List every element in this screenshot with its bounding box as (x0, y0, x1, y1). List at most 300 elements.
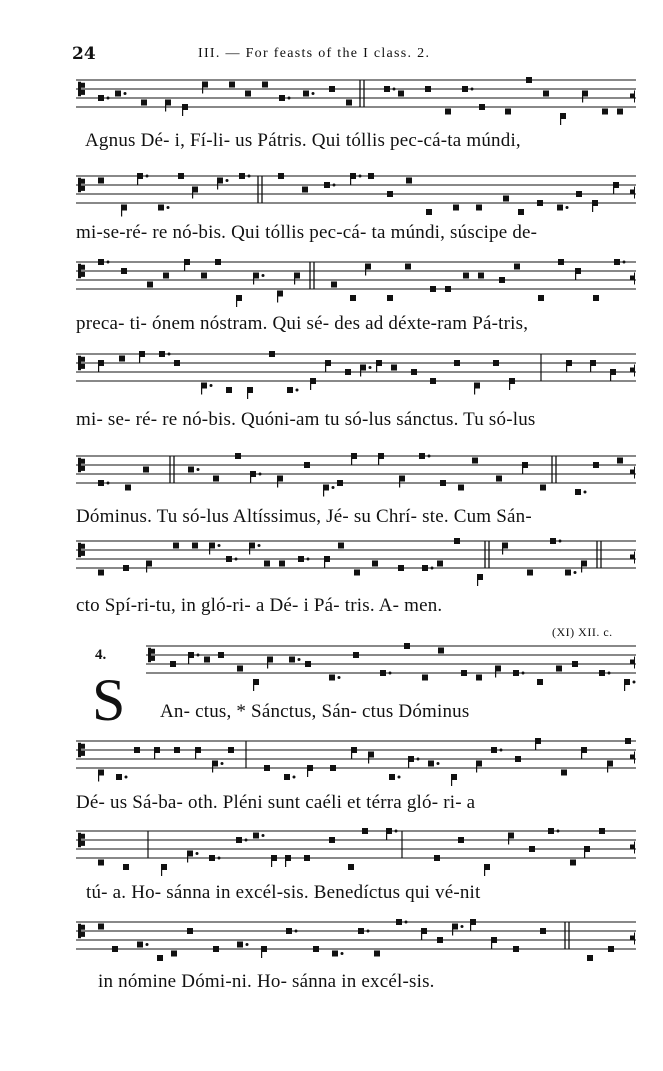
staff-3 (0, 256, 663, 306)
neume-note (141, 100, 147, 106)
neume-note (462, 86, 468, 92)
neume-stem (474, 386, 475, 395)
neume-note (147, 282, 153, 288)
neume-stem (307, 768, 308, 777)
custos-icon (630, 657, 635, 669)
neume-note (419, 453, 425, 459)
staff-2 (0, 170, 663, 220)
neume-note (348, 864, 354, 870)
neume-note (434, 855, 440, 861)
neume-stem (285, 858, 286, 867)
neume-note (518, 209, 524, 215)
neume-note (236, 837, 242, 843)
neume-note (472, 458, 478, 464)
neume-stem (607, 764, 608, 773)
lyric-line-2: mi-se-ré- re nó-bis. Qui tóllis pec-cá- ta múndi, súscipe de- (76, 222, 538, 243)
neume-note (304, 855, 310, 861)
neume-note (548, 828, 554, 834)
neume-note (358, 928, 364, 934)
neume-stem (386, 831, 387, 840)
neume-note (406, 178, 412, 184)
neume-note (115, 91, 121, 97)
neume-note (346, 100, 352, 106)
neume-note (398, 91, 404, 97)
punctum-dot (262, 274, 265, 277)
neume-note (188, 467, 194, 473)
punctum-dot (218, 857, 221, 860)
neume-note (461, 670, 467, 676)
neume-note (454, 538, 460, 544)
neume-note (557, 205, 563, 211)
neume-note (389, 774, 395, 780)
punctum-dot (218, 544, 221, 547)
neume-stem (154, 750, 155, 759)
neume-note (438, 648, 444, 654)
custos-icon (630, 933, 635, 945)
neume-note (298, 556, 304, 562)
staff-5 (0, 450, 663, 500)
neume-note (422, 565, 428, 571)
neume-note (345, 369, 351, 375)
neume-note (304, 462, 310, 468)
neume-stem (139, 354, 140, 363)
neume-note (411, 369, 417, 375)
neume-note (284, 774, 290, 780)
neume-note (302, 187, 308, 193)
neume-note (98, 259, 104, 265)
punctum-dot (522, 672, 525, 675)
neume-stem (610, 372, 611, 381)
staff-4 (0, 348, 663, 398)
neume-note (269, 351, 275, 357)
neume-note (245, 91, 251, 97)
neume-stem (250, 474, 251, 483)
neume-note (404, 643, 410, 649)
custos-icon (630, 365, 635, 377)
neume-note (226, 556, 232, 562)
punctum-dot (307, 558, 310, 561)
neume-stem (560, 116, 561, 125)
neume-stem (399, 479, 400, 488)
neume-note (425, 86, 431, 92)
neume-note (112, 946, 118, 952)
staff-1 (0, 74, 663, 124)
lyric-line-8: Dé- us Sá-ba- oth. Pléni sunt caéli et térra gló- ri- a (76, 792, 476, 813)
neume-note (561, 770, 567, 776)
punctum-dot (437, 762, 440, 765)
neume-note (353, 652, 359, 658)
neume-note (374, 951, 380, 957)
neume-stem (247, 390, 248, 399)
neume-note (332, 951, 338, 957)
running-header (72, 44, 632, 66)
neume-note (491, 747, 497, 753)
neume-stem (146, 564, 147, 573)
lyric-line-6: cto Spí-ri-tu, in gló-ri- a Dé- i Pá- tris. A- men. (76, 595, 443, 616)
neume-note (587, 955, 593, 961)
neume-note (235, 453, 241, 459)
punctum-dot (258, 544, 261, 547)
neume-note (98, 860, 104, 866)
punctum-dot (584, 491, 587, 494)
neume-note (529, 846, 535, 852)
neume-stem (351, 750, 352, 759)
punctum-dot (262, 834, 265, 837)
punctum-dot (500, 749, 503, 752)
neume-stem (581, 564, 582, 573)
neume-stem (451, 777, 452, 786)
neume-note (287, 387, 293, 393)
neume-note (570, 860, 576, 866)
punctum-dot (248, 175, 251, 178)
neume-note (237, 942, 243, 948)
neume-stem (581, 750, 582, 759)
neume-note (170, 661, 176, 667)
neume-note (527, 570, 533, 576)
punctum-dot (398, 776, 401, 779)
piece-number: 4. (95, 647, 107, 663)
neume-stem (277, 479, 278, 488)
punctum-dot (226, 179, 229, 182)
punctum-dot (395, 830, 398, 833)
neume-note (264, 765, 270, 771)
neume-note (572, 661, 578, 667)
punctum-dot (259, 473, 262, 476)
neume-note (437, 937, 443, 943)
neume-stem (209, 546, 210, 555)
neume-note (218, 652, 224, 658)
neume-note (350, 295, 356, 301)
neume-note (599, 670, 605, 676)
neume-note (614, 259, 620, 265)
neume-note (286, 928, 292, 934)
neume-stem (323, 488, 324, 497)
punctum-dot (608, 672, 611, 675)
neume-stem (261, 949, 262, 958)
neume-note (226, 387, 232, 393)
punctum-dot (417, 758, 420, 761)
neume-note (253, 833, 259, 839)
neume-note (123, 864, 129, 870)
neume-note (372, 561, 378, 567)
neume-stem (271, 858, 272, 867)
neume-note (237, 666, 243, 672)
neume-stem (592, 203, 593, 212)
illuminated-initial: S (92, 667, 126, 733)
neume-note (143, 467, 149, 473)
neume-note (445, 286, 451, 292)
neume-stem (421, 931, 422, 940)
neume-note (476, 205, 482, 211)
neume-note (505, 109, 511, 115)
punctum-dot (296, 389, 299, 392)
neume-note (593, 462, 599, 468)
neume-stem (476, 764, 477, 773)
neume-stem (324, 559, 325, 568)
neume-note (496, 476, 502, 482)
neume-note (463, 273, 469, 279)
neume-stem (350, 176, 351, 185)
custos-icon (630, 842, 635, 854)
neume-note (503, 196, 509, 202)
neume-note (593, 295, 599, 301)
neume-note (163, 273, 169, 279)
neume-note (476, 675, 482, 681)
running-head-title: III. — For feasts of the I class. 2. (198, 46, 431, 61)
neume-stem (236, 298, 237, 307)
punctum-dot (623, 261, 626, 264)
neume-stem (212, 764, 213, 773)
neume-stem (253, 276, 254, 285)
neume-note (565, 570, 571, 576)
page-number: 24 (72, 44, 96, 64)
custos-icon (630, 752, 635, 764)
neume-note (137, 942, 143, 948)
punctum-dot (369, 366, 372, 369)
punctum-dot (461, 925, 464, 928)
neume-note (398, 565, 404, 571)
neume-stem (566, 363, 567, 372)
neume-stem (98, 363, 99, 372)
neume-note (380, 670, 386, 676)
neume-note (262, 82, 268, 88)
punctum-dot (566, 206, 569, 209)
neume-stem (165, 103, 166, 112)
neume-stem (575, 271, 576, 280)
neume-note (289, 657, 295, 663)
neume-note (576, 191, 582, 197)
neume-stem (582, 94, 583, 103)
punctum-dot (405, 921, 408, 924)
neume-note (362, 828, 368, 834)
neume-note (453, 205, 459, 211)
punctum-dot (295, 930, 298, 933)
neume-note (331, 282, 337, 288)
neume-note (158, 205, 164, 211)
neume-stem (195, 750, 196, 759)
neume-stem (217, 181, 218, 190)
neume-stem (535, 741, 536, 750)
neume-note (479, 104, 485, 110)
neume-note (192, 543, 198, 549)
neume-note (543, 91, 549, 97)
neume-note (178, 173, 184, 179)
neume-stem (495, 669, 496, 678)
lyric-line-5: Dóminus. Tu só-lus Altíssimus, Jé- su Chrí- ste. Cum Sán- (76, 506, 532, 527)
neume-note (213, 946, 219, 952)
custos-icon (630, 467, 635, 479)
punctum-dot (574, 571, 577, 574)
punctum-dot (107, 261, 110, 264)
neume-stem (365, 267, 366, 276)
neume-stem (187, 854, 188, 863)
neume-stem (613, 185, 614, 194)
punctum-dot (428, 455, 431, 458)
neume-note (278, 173, 284, 179)
neume-note (264, 561, 270, 567)
neume-stem (477, 577, 478, 586)
neume-stem (522, 465, 523, 474)
neume-stem (202, 85, 203, 94)
punctum-dot (235, 558, 238, 561)
punctum-dot (312, 92, 315, 95)
punctum-dot (197, 654, 200, 657)
neume-note (537, 679, 543, 685)
neume-note (556, 666, 562, 672)
neume-stem (249, 546, 250, 555)
neume-note (98, 480, 104, 486)
neume-note (187, 928, 193, 934)
neume-note (515, 756, 521, 762)
neume-note (537, 200, 543, 206)
neume-note (499, 277, 505, 283)
neume-note (608, 946, 614, 952)
punctum-dot (107, 482, 110, 485)
neume-note (540, 485, 546, 491)
neume-note (209, 855, 215, 861)
staff-7 (0, 640, 663, 690)
neume-note (550, 538, 556, 544)
punctum-dot (431, 567, 434, 570)
custos-icon (630, 273, 635, 285)
neume-note (430, 378, 436, 384)
neume-note (368, 173, 374, 179)
neume-note (384, 86, 390, 92)
neume-stem (188, 655, 189, 664)
punctum-dot (167, 206, 170, 209)
neume-stem (267, 660, 268, 669)
punctum-dot (245, 839, 248, 842)
neume-note (478, 273, 484, 279)
neume-stem (294, 276, 295, 285)
neume-note (303, 91, 309, 97)
punctum-dot (333, 184, 336, 187)
punctum-dot (168, 353, 171, 356)
neume-stem (137, 176, 138, 185)
neume-stem (502, 546, 503, 555)
neume-note (354, 570, 360, 576)
punctum-dot (107, 97, 110, 100)
punctum-dot (559, 540, 562, 543)
neume-stem (470, 922, 471, 931)
neume-note (330, 765, 336, 771)
neume-note (279, 561, 285, 567)
punctum-dot (393, 88, 396, 91)
neume-note (440, 480, 446, 486)
staff-10 (0, 916, 663, 966)
punctum-dot (124, 92, 127, 95)
neume-note (329, 837, 335, 843)
punctum-dot (359, 175, 362, 178)
punctum-dot (332, 486, 335, 489)
neume-stem (508, 836, 509, 845)
neume-note (98, 178, 104, 184)
punctum-dot (298, 658, 301, 661)
punctum-dot (471, 88, 474, 91)
punctum-dot (389, 672, 392, 675)
neume-note (279, 95, 285, 101)
neume-note (121, 268, 127, 274)
neume-note (437, 561, 443, 567)
neume-note (526, 77, 532, 83)
neume-note (337, 480, 343, 486)
neume-note (617, 458, 623, 464)
neume-note (201, 273, 207, 279)
neume-note (239, 173, 245, 179)
punctum-dot (196, 852, 199, 855)
neume-stem (325, 363, 326, 372)
neume-note (430, 286, 436, 292)
neume-stem (351, 456, 352, 465)
neume-note (98, 570, 104, 576)
custos-icon (630, 552, 635, 564)
neume-note (98, 95, 104, 101)
neume-stem (310, 381, 311, 390)
neume-note (625, 738, 631, 744)
neume-stem (491, 940, 492, 949)
punctum-dot (288, 97, 291, 100)
neume-stem (98, 773, 99, 782)
neume-note (213, 476, 219, 482)
neume-note (173, 543, 179, 549)
punctum-dot (338, 676, 341, 679)
neume-note (338, 543, 344, 549)
neume-note (513, 670, 519, 676)
neume-note (123, 565, 129, 571)
neume-note (538, 295, 544, 301)
neume-note (558, 259, 564, 265)
lyric-line-1: Agnus Dé- i, Fí-li- us Pátris. Qui tóllis pec-cá-ta múndi, (85, 130, 521, 151)
neume-note (229, 82, 235, 88)
neume-note (422, 675, 428, 681)
neume-stem (452, 927, 453, 936)
neume-note (134, 747, 140, 753)
neume-stem (376, 363, 377, 372)
neume-note (174, 747, 180, 753)
neume-stem (484, 867, 485, 876)
neume-note (514, 264, 520, 270)
neume-note (204, 657, 210, 663)
punctum-dot (246, 943, 249, 946)
lyric-line-3: preca- ti- ónem nóstram. Qui sé- des ad déxte-ram Pá-tris, (76, 313, 529, 334)
mode-indicator: (XI) XII. c. (552, 625, 613, 639)
staff-6 (0, 535, 663, 585)
neume-note (171, 951, 177, 957)
lyric-line-7: An- ctus, * Sánctus, Sán- ctus Dóminus (160, 701, 470, 722)
neume-stem (590, 363, 591, 372)
neume-note (305, 661, 311, 667)
neume-stem (182, 107, 183, 116)
neume-note (125, 485, 131, 491)
neume-stem (253, 682, 254, 691)
neume-note (513, 946, 519, 952)
neume-note (458, 485, 464, 491)
neume-note (493, 360, 499, 366)
neume-note (387, 191, 393, 197)
neume-stem (201, 386, 202, 395)
punctum-dot (210, 384, 213, 387)
neume-note (575, 489, 581, 495)
punctum-dot (293, 776, 296, 779)
custos-icon (630, 187, 635, 199)
neume-stem (584, 849, 585, 858)
neume-note (599, 828, 605, 834)
neume-note (174, 360, 180, 366)
punctum-dot (221, 762, 224, 765)
lyric-line-9: tú- a. Ho- sánna in excél-sis. Benedíctus qui vé-nit (86, 882, 481, 903)
punctum-dot (125, 776, 128, 779)
punctum-dot (146, 943, 149, 946)
